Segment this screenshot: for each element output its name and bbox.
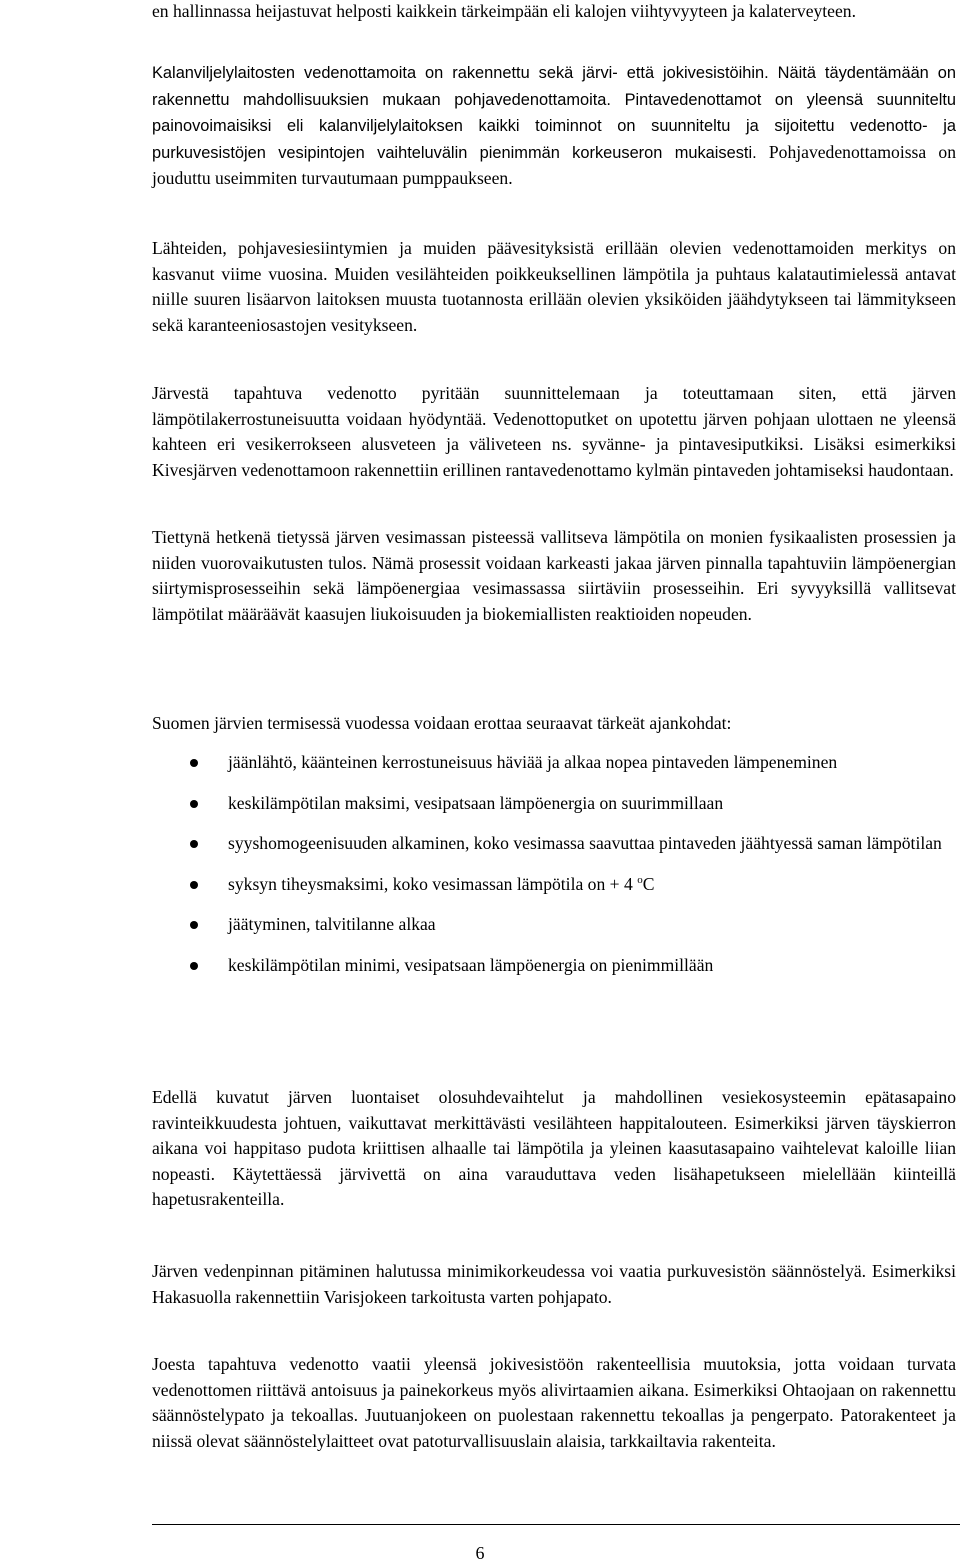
footer-divider — [152, 1524, 960, 1525]
bullet-icon — [190, 962, 198, 970]
paragraph-list-intro: Suomen järvien termisessä vuodessa voidaan erottaa seuraavat tärkeät ajankohdat: — [152, 713, 732, 733]
paragraph-temperature: Tiettynä hetkenä tietyssä järven vesimassan pisteessä vallitseva lämpötila on monien fysikaalisten prosessien ja niiden vuorovaikutusten tulos. Nämä prosessit voidaan karkeasti jakaa järven pinnalla tapahtuviin lämpöenergian siirtymisprosesseihin sekä lämpöenergiaa vesimassassa siirtäviin prosesseihin. Eri syvyyksillä vallitsevat lämpötilat määräävät kaasujen liukoisuuden ja biokemiallisten reaktioiden nopeuden. — [152, 527, 956, 624]
list-item: jäätyminen, talvitilanne alkaa — [152, 912, 956, 938]
paragraph-water-intakes-sans: Kalanviljelylaitosten vedenottamoita on rakennettu sekä järvi- että jokivesistöihin. Näitä täydentämään on rakennettu mahdollisuuksien mukaan pohjavedenottamoita. Pintavedenottamot on yleensä suunniteltu painovoimaisiksi eli kalanviljelylaitoksen kaikki toiminnot on suunniteltu ja sijoitettu vedenotto- ja purkuvesistöjen vesipintojen vaihteluvälin pienimmän korkeuseron mukaisesti. — [152, 64, 956, 162]
paragraph-lake-intake: Järvestä tapahtuva vedenotto pyritään suunnittelemaan ja toteuttamaan siten, että järven lämpötilakerrostuneisuutta voidaan hyödyntää. Vedenottoputket on upotettu järven pohjaan ulottaen ne yleensä kahteen eri vesikerrokseen alusveteen ja väliveteen ns. syvänne- ja pintavesiputkiksi. Lisäksi esimerkiksi Kivesjärven vedenottamoon rakennettiin erillinen rantavedenottamo kylmän pintaveden johtamiseksi haudontaan. — [152, 383, 956, 480]
bullet-icon — [190, 840, 198, 848]
bullet-icon — [190, 881, 198, 889]
paragraph-intro-tail: en hallinnassa heijastuvat helposti kaikkein tärkeimpään eli kalojen viihtyvyyteen ja kalaterveyteen. — [152, 1, 856, 21]
paragraph-regulation: Järven vedenpinnan pitäminen halutussa minimikorkeudessa voi vaatia purkuvesistön säännöstelyä. Esimerkiksi Hakasuolla rakennettiin Varisjokeen tarkoitusta varten pohjapato. — [152, 1261, 956, 1307]
thermal-year-list — [152, 750, 956, 994]
paragraph-water-intakes-serif: Pohjavedenottamoissa on jouduttu useimmiten turvautumaan pumppaukseen. — [152, 141, 956, 189]
paragraph-river-intake: Joesta tapahtuva vedenotto vaatii yleensä jokivesistöön rakenteellisia muutoksia, jotta voidaan turvata vedenottomen riittävä antoisuus ja painekorkeus myös alivirtaamien aikana. Esimerkiksi Ohtaojaan on rakennettu säännöstelypato ja tekoallas. Juutuanjokeen on puolestaan rakennettu tekoallas ja pengerpato. Patorakenteet ja niissä olevat säännöstelylaitteet ovat patoturvallisuuslain alaisia, tarkkailtavia rakenteita. — [152, 1354, 956, 1451]
list-item: jäänlähtö, käänteinen kerrostuneisuus häviää ja alkaa nopea pintaveden lämpeneminen — [152, 750, 956, 776]
bullet-icon — [190, 759, 198, 767]
list-item: keskilämpötilan maksimi, vesipatsaan lämpöenergia on suurimmillaan — [152, 791, 956, 817]
paragraph-conditions: Edellä kuvatut järven luontaiset olosuhdevaihtelut ja mahdollinen vesiekosysteemin epätasapaino ravinteikkuudesta johtuen, vaikuttavat merkittävästi vesilähteen happitalouteen. Esimerkiksi järven täyskierron aikana voi happitaso pudota kriittisen alhaalle tai lämpötila ja yleinen kaasutasapaino vaihtelevat kaloille liian nopeasti. Käytettäessä järvivettä on aina varauduttava veden lisähapetukseen mielellään kiinteillä hapetusrakenteilla. — [152, 1087, 956, 1210]
page-number: 6 — [475, 1543, 485, 1563]
list-item: keskilämpötilan minimi, vesipatsaan lämpöenergia on pienimmillään — [152, 953, 956, 979]
paragraph-springs: Lähteiden, pohjavesiesiintymien ja muiden päävesityksistä erillään olevien vedenottamoiden merkitys on kasvanut viime vuosina. Muiden vesilähteiden poikkeuksellinen lämpötila ja puhtaus kalatautimielessä antavat niille suuren lisäarvon laitoksen muusta tuotannosta erillään olevien yksiköiden jäähdytykseen tai lämmitykseen sekä karanteeniosastojen vesitykseen. — [152, 238, 956, 335]
list-item: syksyn tiheysmaksimi, koko vesimassan lämpötila on + 4 $^o$C — [152, 872, 956, 898]
list-item: syyshomogeenisuuden alkaminen, koko vesimassa saavuttaa pintaveden jäähtyessä saman lämpötilan — [152, 831, 956, 857]
bullet-icon — [190, 800, 198, 808]
bullet-icon — [190, 921, 198, 929]
paragraph-water-intakes — [152, 60, 956, 192]
